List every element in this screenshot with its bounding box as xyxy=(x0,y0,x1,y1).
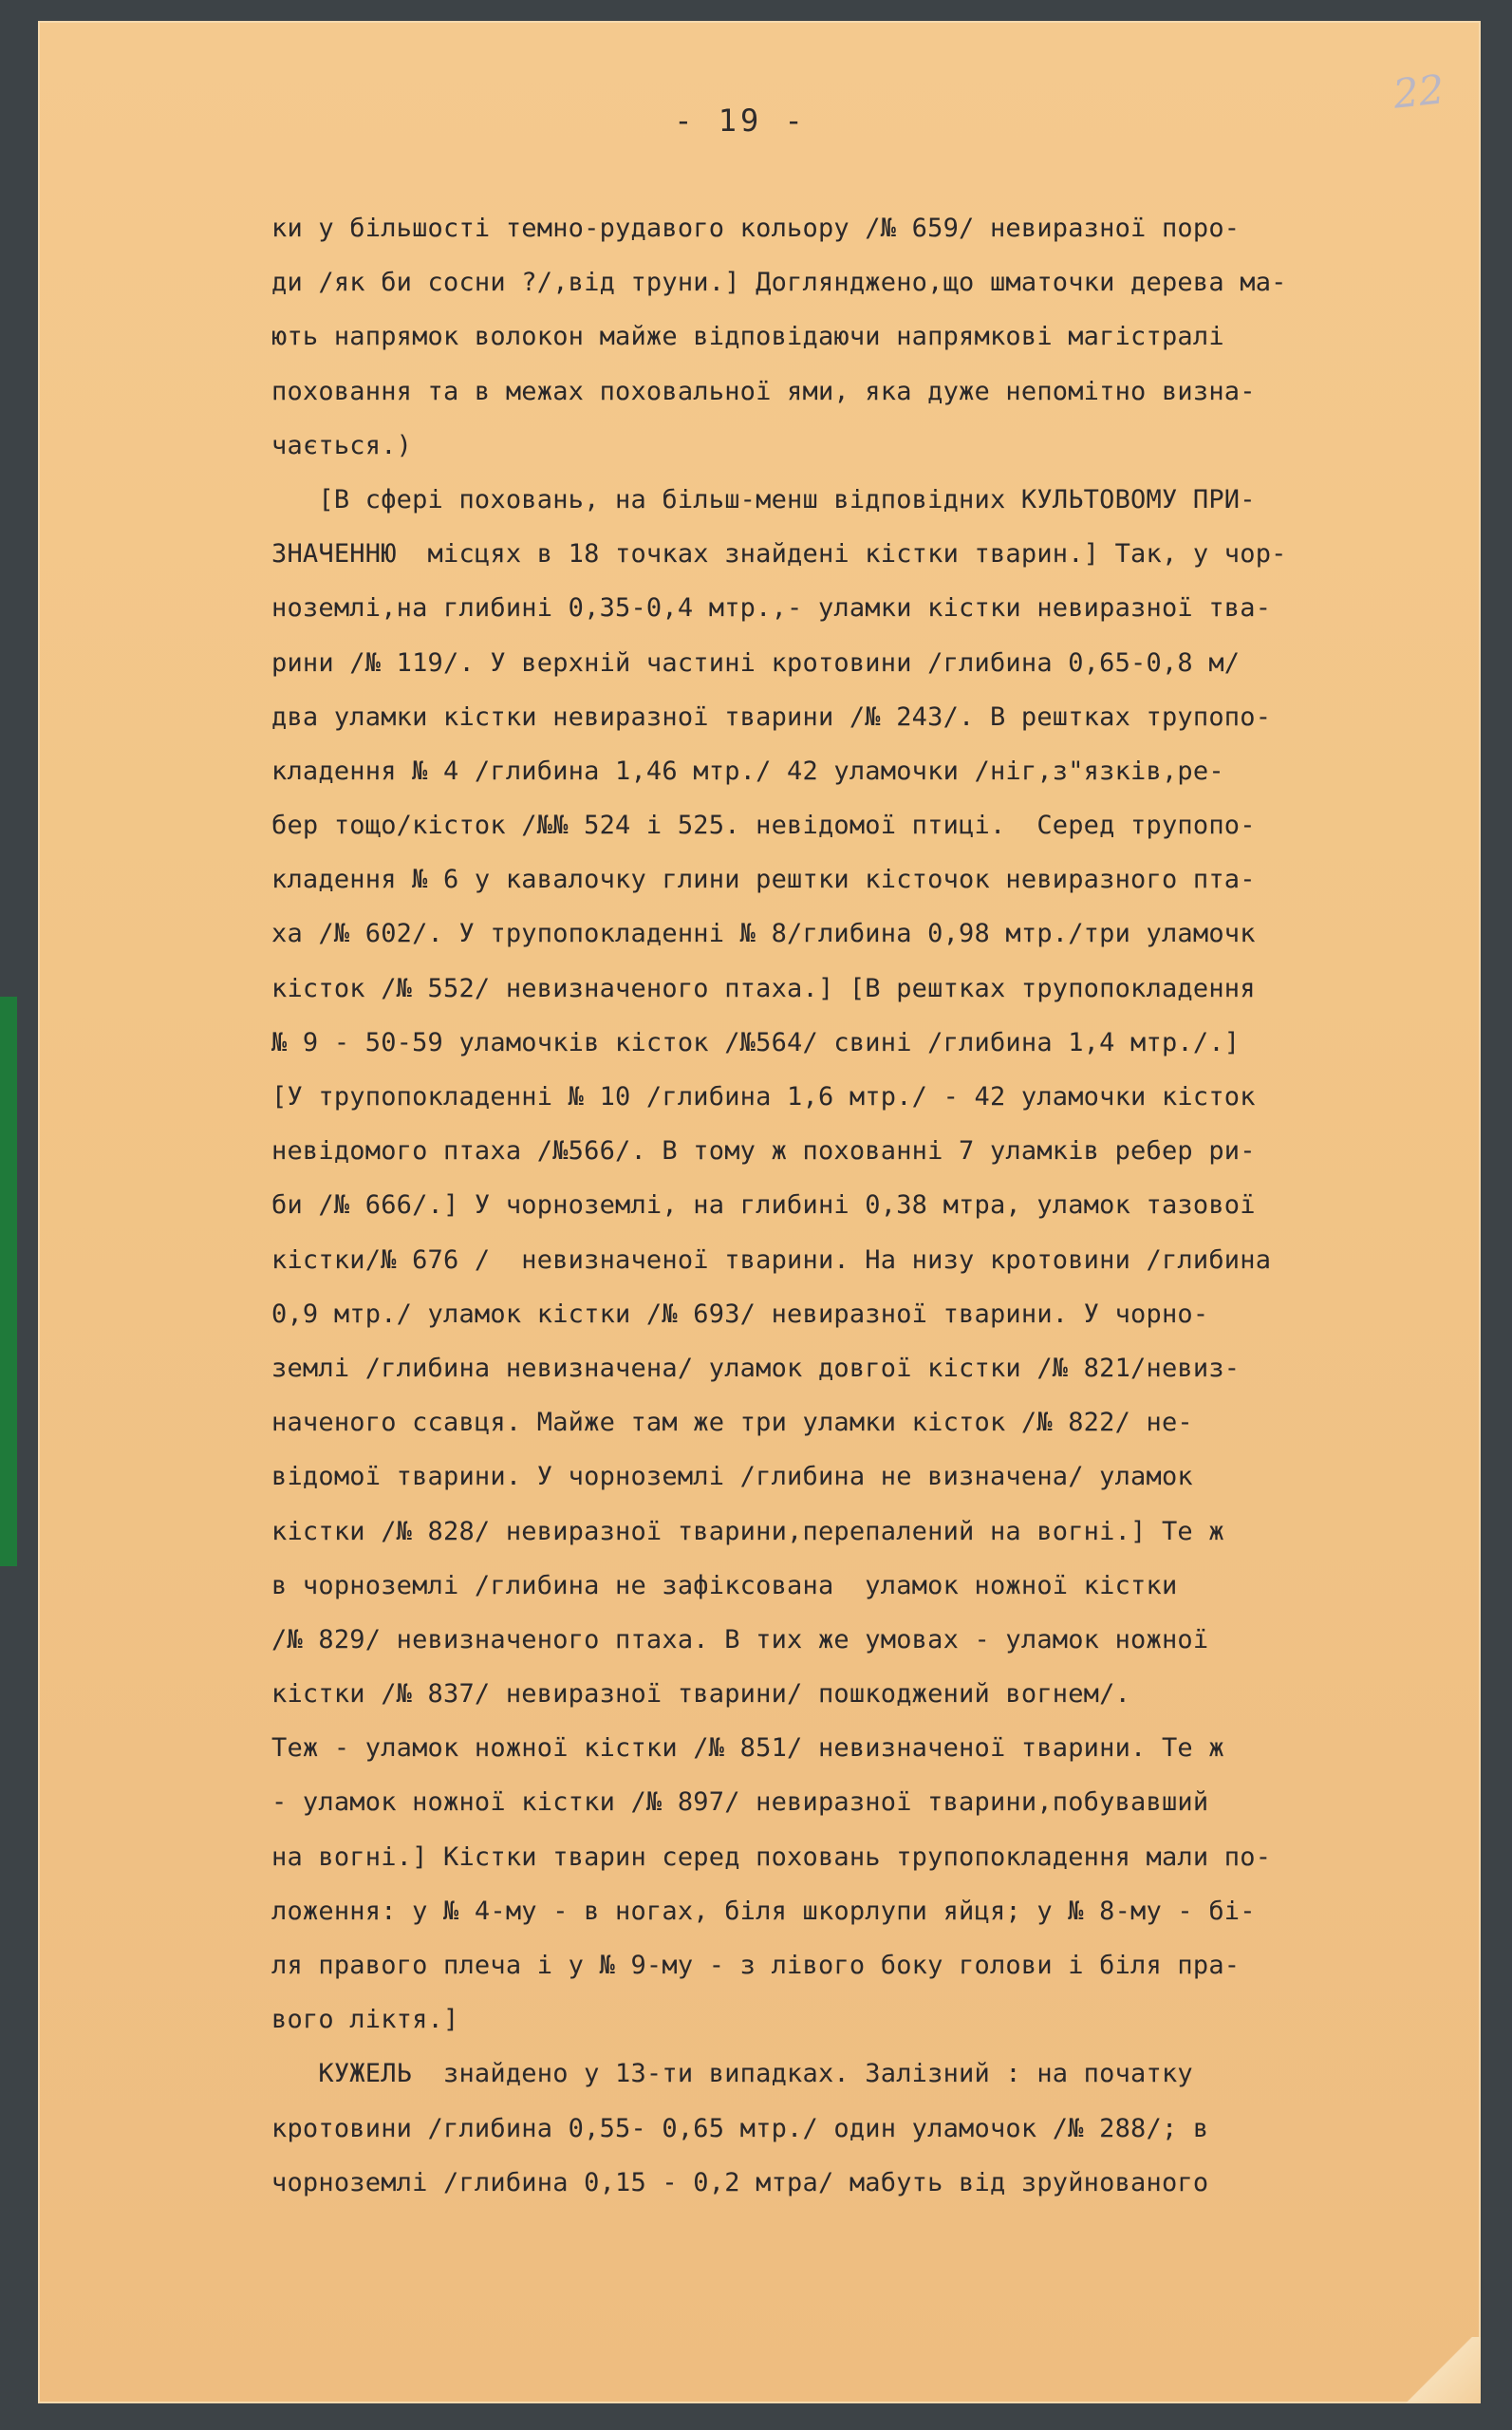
document-page xyxy=(38,21,1481,2403)
text-line: чається.) xyxy=(271,430,413,460)
text-line: вого ліктя.] xyxy=(271,2005,459,2035)
text-line: кісток /№ 552/ невизначеного птаха.] [В рештках трупопокладення xyxy=(271,973,1256,1003)
text-line: кладення № 6 у кавалочку глини рештки кісточок невиразного пта- xyxy=(271,865,1256,895)
text-line: [В сфері поховань, на більш-менш відповідних КУЛЬТОВОМУ ПРИ- xyxy=(271,484,1256,514)
text-line: поховання та в межах поховальної ями, яка дуже непомітно визна- xyxy=(271,376,1256,406)
text-line: кротовини /глибина 0,55- 0,65 мтр./ один уламочок /№ 288/; в xyxy=(271,2113,1209,2143)
text-line: 0,9 мтр./ уламок кістки /№ 693/ невиразної тварини. У чорно- xyxy=(271,1299,1209,1329)
text-line: ха /№ 602/. У трупопокладенні № 8/глибина 0,98 мтр./три уламочк xyxy=(271,919,1256,949)
text-line: ки у більшості темно-рудавого кольору /№ 659/ невиразної поро- xyxy=(271,214,1241,243)
text-line: на вогні.] Кістки тварин серед поховань трупопокладення мали по- xyxy=(271,1841,1272,1872)
text-line: Теж - уламок ножної кістки /№ 851/ невизначеної тварини. Те ж xyxy=(271,1733,1224,1764)
text-line: бер тощо/кісток /№№ 524 і 525. невідомої птиці. Серед трупопо- xyxy=(271,811,1256,841)
text-line: ють напрямок волокон майже відповідаючи напрямкові магістралі xyxy=(271,322,1224,352)
text-line: ноземлі,на глибині 0,35-0,4 мтр.,- уламки кістки невиразної тва- xyxy=(271,593,1272,624)
text-line: чорноземлі /глибина 0,15 - 0,2 мтра/ мабуть від зруйнованого xyxy=(271,2167,1209,2197)
text-line: ля правого плеча і у № 9-му - з лівого боку голови і біля пра- xyxy=(271,1951,1241,1980)
folio-number: 22 xyxy=(1391,65,1447,118)
text-line: кладення № 4 /глибина 1,46 мтр./ 42 уламочки /ніг,з"язків,ре- xyxy=(271,756,1224,786)
text-line: невідомого птаха /№566/. В тому ж похованні 7 уламків ребер ри- xyxy=(271,1136,1256,1167)
scanner-edge-strip xyxy=(0,997,17,1566)
typed-text-body xyxy=(271,201,1477,2210)
text-line: наченого ссавця. Майже там же три уламки кісток /№ 822/ не- xyxy=(271,1408,1193,1438)
text-line: землі /глибина невизначена/ уламок довгої кістки /№ 821/невиз- xyxy=(271,1353,1241,1383)
text-line: ди /як би сосни ?/,від труни.] Доглянджено,що шматочки дерева ма- xyxy=(271,268,1287,298)
text-line: два уламки кістки невиразної тварини /№ 243/. В рештках трупопо- xyxy=(271,701,1272,732)
text-line: кістки /№ 837/ невиразної тварини/ пошкоджений вогнем/. xyxy=(271,1679,1131,1710)
text-line: - уламок ножної кістки /№ 897/ невиразної тварини,побувавший xyxy=(271,1787,1209,1818)
text-line: [У трупопокладенні № 10 /глибина 1,6 мтр./ - 42 уламочки кісток xyxy=(271,1082,1256,1112)
text-line: би /№ 666/.] У чорноземлі, на глибині 0,38 мтра, уламок тазової xyxy=(271,1190,1256,1221)
text-line: в чорноземлі /глибина не зафіксована уламок ножної кістки xyxy=(271,1570,1178,1600)
text-line: кістки /№ 828/ невиразної тварини,перепалений на вогні.] Те ж xyxy=(271,1516,1224,1546)
page-number: - 19 - xyxy=(674,103,807,139)
text-line: ЗНАЧЕННЮ місцях в 18 точках знайдені кістки тварин.] Так, у чор- xyxy=(271,539,1287,570)
text-line: № 9 - 50-59 уламочків кісток /№564/ свині /глибина 1,4 мтр./.] xyxy=(271,1027,1241,1057)
text-line: відомої тварини. У чорноземлі /глибина не визначена/ уламок xyxy=(271,1462,1193,1492)
text-line: /№ 829/ невизначеного птаха. В тих же умовах - уламок ножної xyxy=(271,1624,1209,1654)
text-line: рини /№ 119/. У верхній частині кротовини /глибина 0,65-0,8 м/ xyxy=(271,647,1241,678)
text-line: ложення: у № 4-му - в ногах, біля шкорлупи яйця; у № 8-му - бі- xyxy=(271,1896,1256,1926)
text-line: КУЖЕЛЬ знайдено у 13-ти випадках. Залізний : на початку xyxy=(271,2059,1193,2089)
text-line: кістки/№ 676 / невизначеної тварини. На низу кротовини /глибина xyxy=(271,1244,1272,1275)
